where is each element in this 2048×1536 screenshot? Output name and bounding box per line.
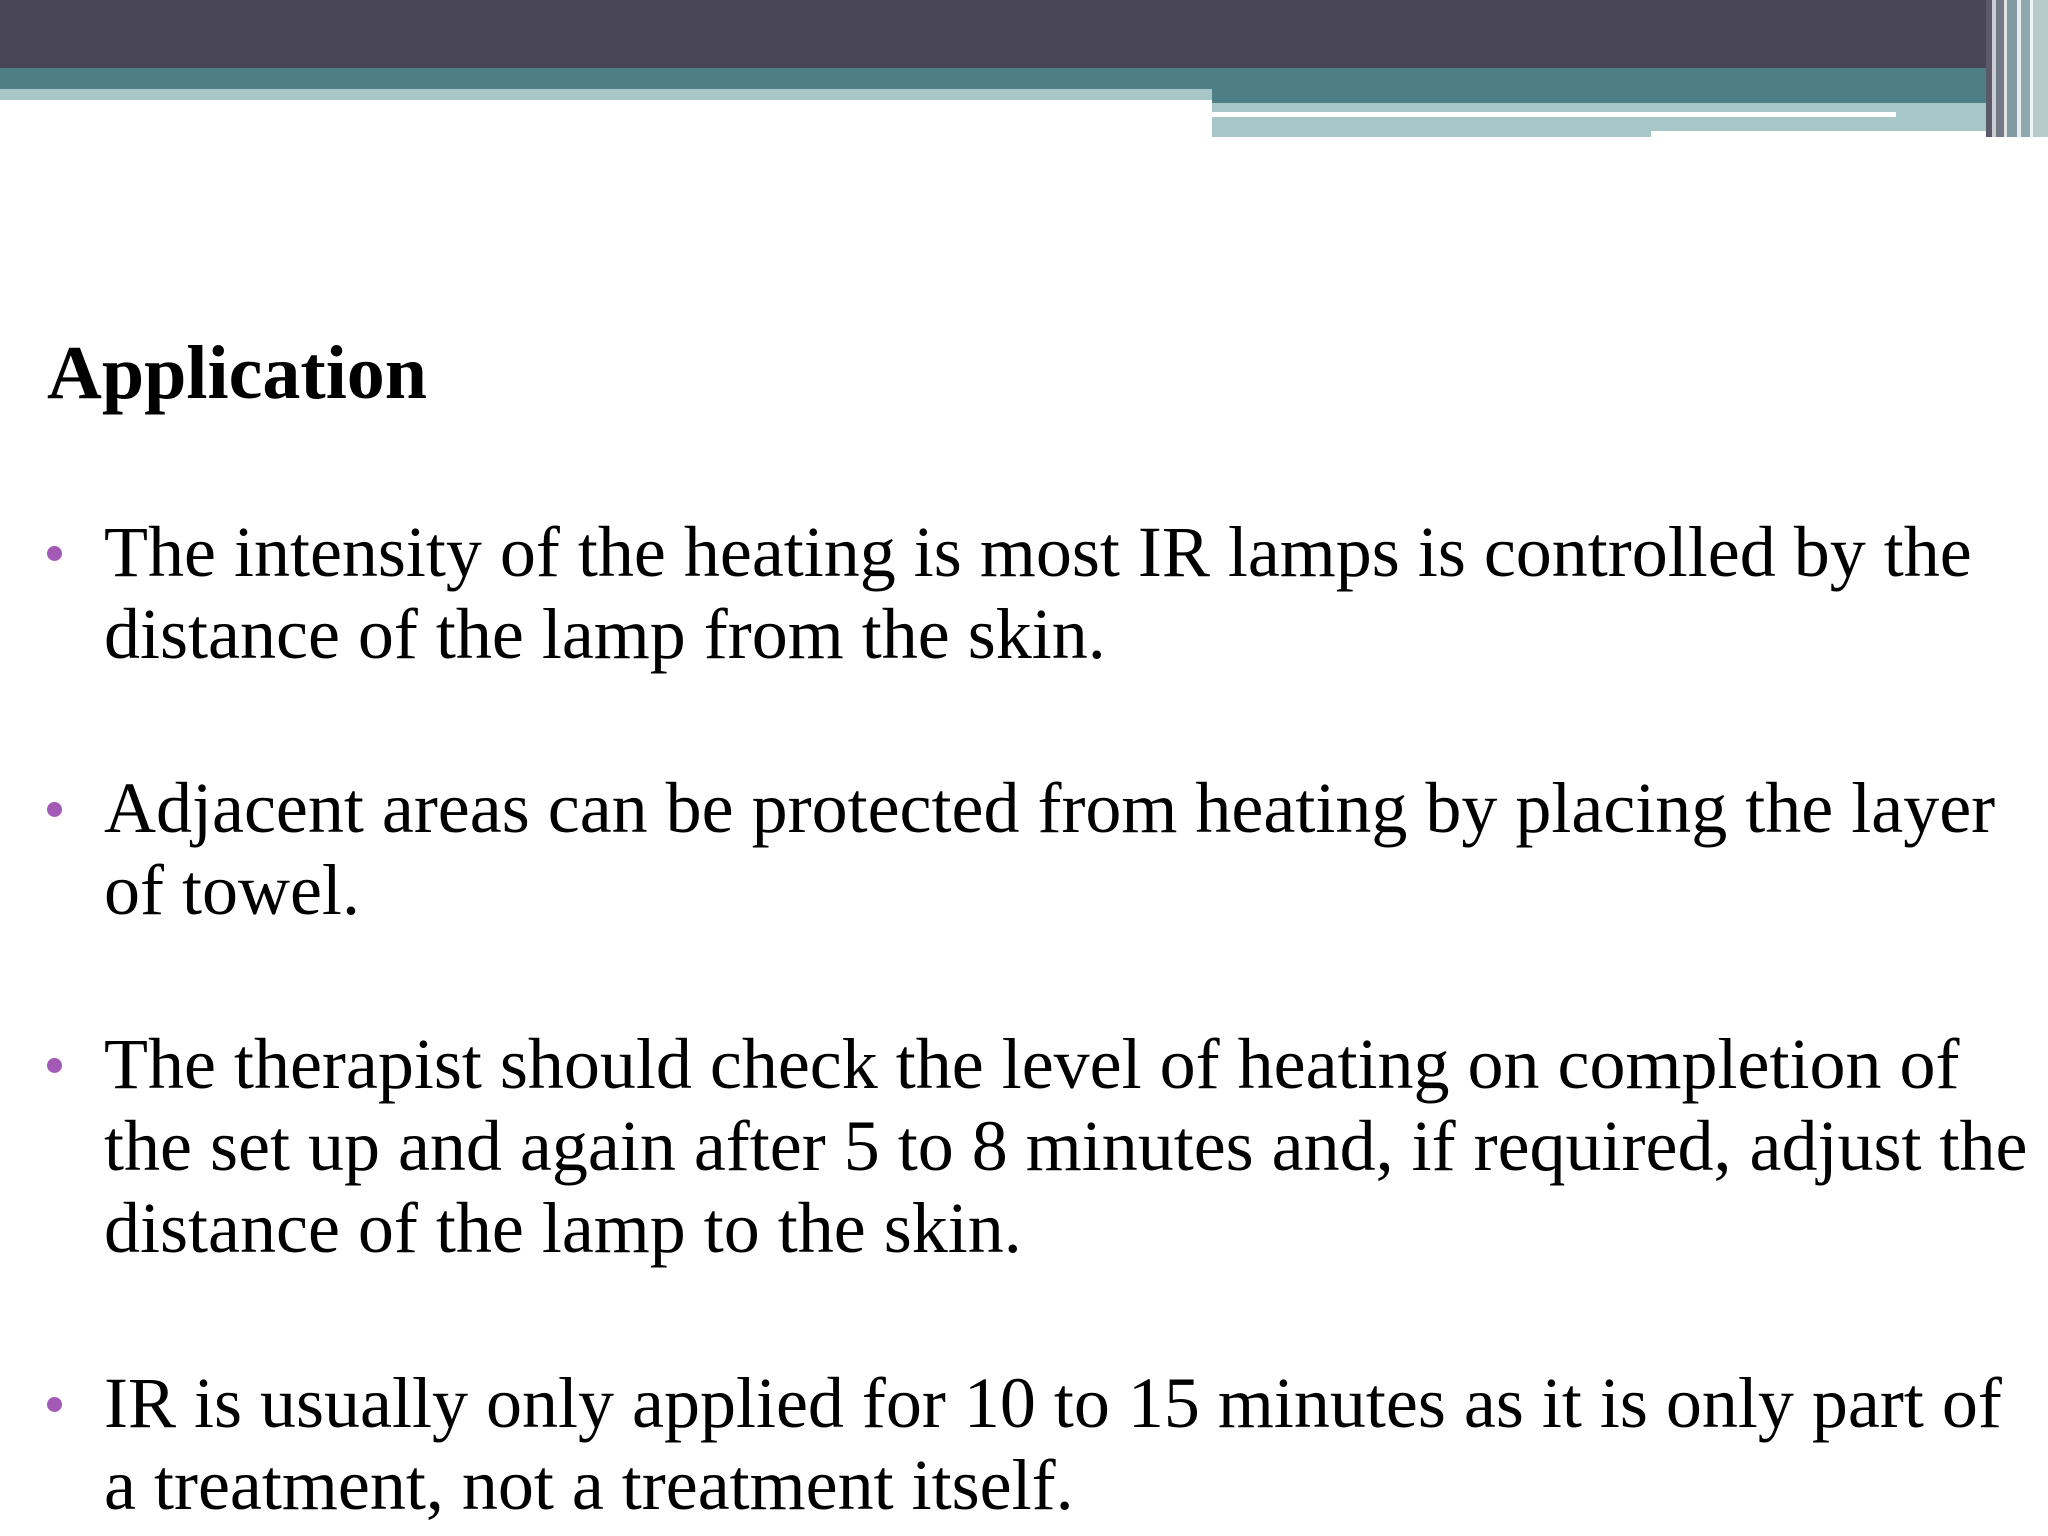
bullet-dot-icon [47, 802, 62, 817]
bullet-text: IR is usually only applied for 10 to 15 minutes as it is only part of a treatment, not a treatment itself. [104, 1363, 2002, 1525]
header-band-dark [0, 0, 2048, 68]
bullet-text: Adjacent areas can be protected from heating by placing the layer of towel. [104, 768, 1996, 930]
header-stripes [1986, 0, 2048, 137]
header-band-step [1212, 89, 2048, 103]
bullet-item [104, 1362, 2034, 1526]
bullet-item [104, 1023, 2034, 1269]
bullet-dot-icon [47, 546, 62, 561]
bullet-dot-icon [47, 1397, 62, 1412]
bullet-item [104, 767, 2034, 931]
bullet-text: The intensity of the heating is most IR lamps is controlled by the distance of the lamp from the skin. [104, 512, 1972, 674]
header-white-line [1212, 112, 1896, 117]
bullet-text: The therapist should check the level of heating on completion of the set up and again after 5 to 8 minutes and, if required, adjust the distance of the lamp to the skin. [104, 1024, 2028, 1268]
bullet-dot-icon [47, 1058, 62, 1073]
slide-title: Application [47, 331, 428, 415]
header-band-light-left [0, 89, 1212, 100]
header-band-teal [0, 68, 2048, 89]
bullet-item [104, 511, 2034, 675]
